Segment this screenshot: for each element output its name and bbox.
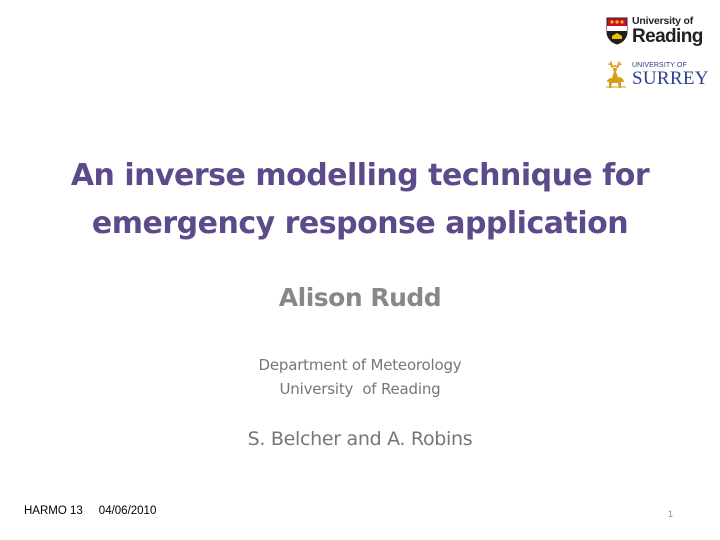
surrey-logo-line2: SURREY <box>632 68 709 89</box>
author-affiliation <box>0 353 720 401</box>
slide-title-line1: An inverse modelling technique for <box>70 158 650 193</box>
slide-title <box>20 152 700 248</box>
surrey-logo-line1: UNIVERSITY OF <box>632 62 687 69</box>
surrey-stag-icon <box>603 60 629 90</box>
university-text: University of Reading <box>279 380 441 398</box>
slide-page-number: 1 <box>668 509 674 519</box>
university-of-surrey-logo <box>603 58 707 92</box>
department-text: Department of Meteorology <box>258 356 462 374</box>
footer-date: 04/06/2010 <box>98 505 157 517</box>
university-of-reading-logo <box>606 13 706 49</box>
author-name: Alison Rudd <box>278 283 442 312</box>
reading-logo-line1: University of <box>632 15 693 28</box>
coauthors-text: S. Belcher and A. Robins <box>247 428 473 450</box>
slide-title-line2: emergency response application <box>91 206 629 241</box>
reading-logo-line2: Reading <box>632 25 703 47</box>
footer <box>24 505 156 517</box>
reading-shield-icon <box>606 17 628 45</box>
footer-event: HARMO 13 <box>24 505 83 517</box>
